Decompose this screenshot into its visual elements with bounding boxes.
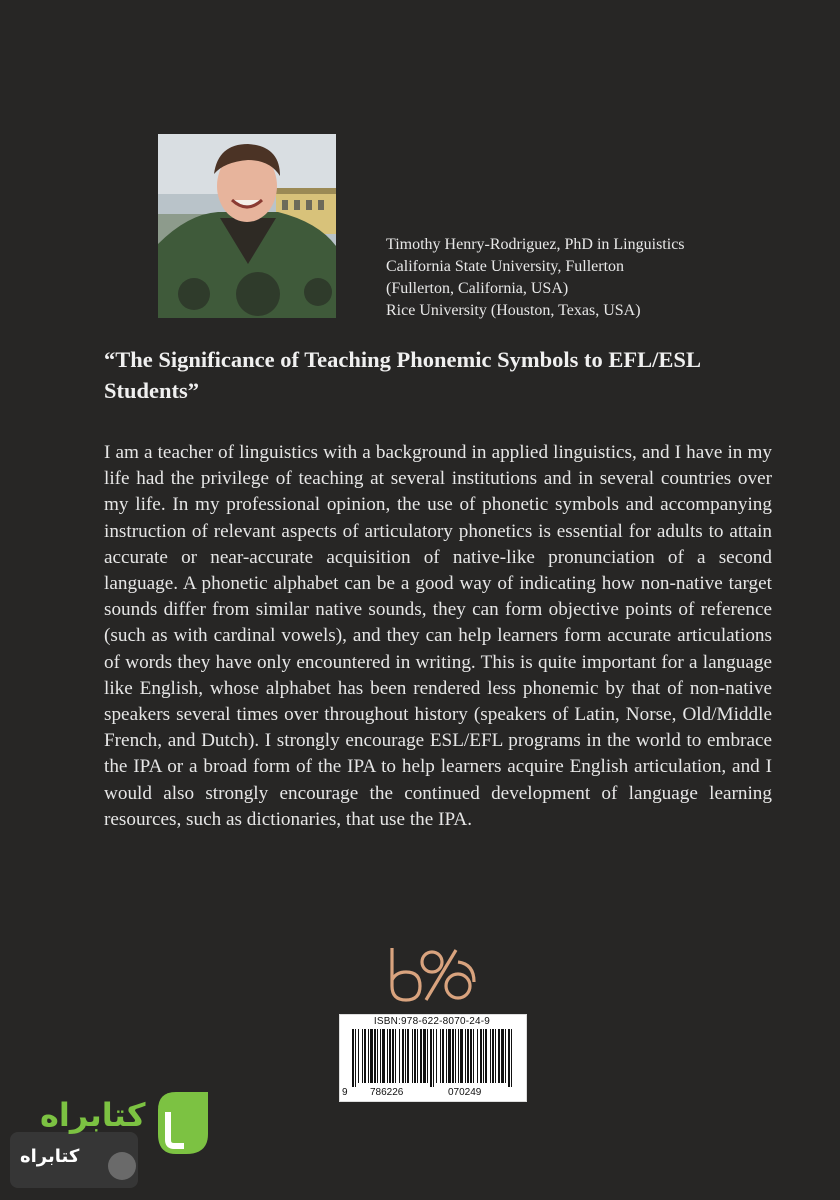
author-affiliation: Rice University (Houston, Texas, USA) <box>386 302 641 319</box>
watermark-brand-text-small: کتابراه <box>20 1146 80 1167</box>
author-credentials <box>386 234 806 322</box>
author-photo <box>158 134 336 318</box>
publisher-logo <box>386 942 478 1006</box>
isbn-barcode <box>339 1014 527 1102</box>
author-affiliation: California State University, Fullerton <box>386 258 625 275</box>
watermark-logo <box>8 1088 214 1192</box>
isbn-label: ISBN:978-622-8070-24-9 <box>373 1016 491 1027</box>
author-affiliation-location: (Fullerton, California, USA) <box>386 280 569 297</box>
watermark-brand-text: کتابراه <box>40 1096 146 1134</box>
barcode-left-digits: 786226 <box>370 1087 404 1098</box>
barcode-right-digits: 070249 <box>448 1087 482 1098</box>
author-name: Timothy Henry-Rodriguez, PhD in Linguistics <box>386 236 685 253</box>
essay-title: “The Significance of Teaching Phonemic Symbols to EFL/ESL Students” <box>104 347 700 403</box>
essay-body: I am a teacher of linguistics with a background in applied linguistics, and I have in my life had the privilege of teaching at several institutions and in several countries over my life. In my professional opinion, the use of phonetic symbols and accompanying instruction of relevant aspects of articulatory phonetics is essential for adults to attain accurate or near-accurate acquisition of native-like pronunciation of a second language. A phonetic alphabet can be a good way of indicating how non-native target sounds differ from similar native sounds, they can form objective points of reference (such as with cardinal vowels), and they can help learners form accurate articulations of words they have only encountered in writing. This is quite important for a language like English, whose alphabet has been rendered less phonemic by that of non-native speakers several times over throughout history (speakers of Latin, Norse, Old/Middle French, and Dutch). I strongly encourage ESL/EFL programs in the world to embrace the IPA or a broad form of the IPA to help learners acquire English articulation, and I would also strongly encourage the continued development of language learning resources, such as dictionaries, that use the IPA. <box>104 442 772 830</box>
barcode-lead-digit: 9 <box>342 1087 348 1098</box>
barcode-bars <box>350 1029 516 1087</box>
